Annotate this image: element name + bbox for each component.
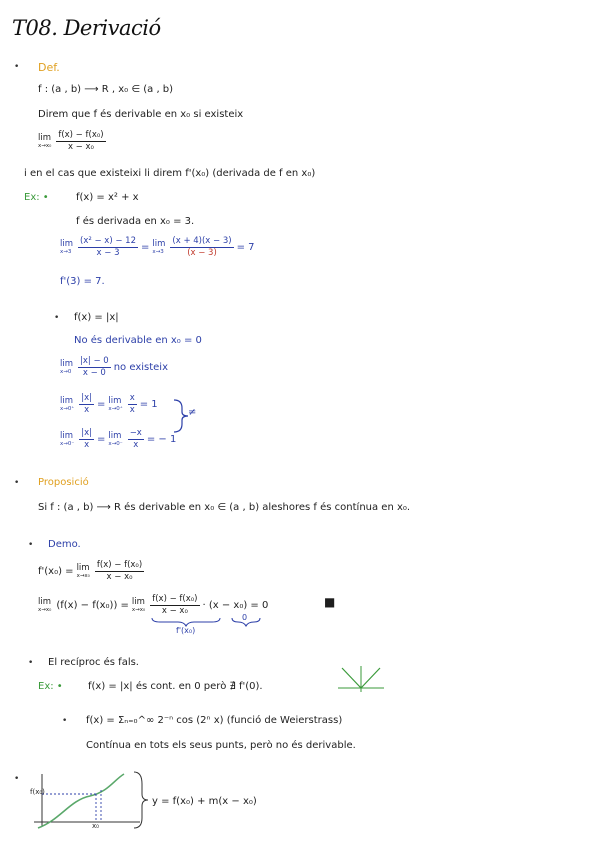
definition-continuation: i en el cas que existeixi li direm f'(x₀) (derivada de f en x₀) bbox=[24, 168, 316, 179]
function-curve bbox=[38, 774, 124, 828]
proposition-heading: Proposició bbox=[38, 477, 89, 488]
result: = 7 bbox=[236, 242, 255, 253]
definition-heading: Def. bbox=[38, 61, 60, 74]
bullet: • bbox=[14, 774, 20, 784]
equals-sign: = bbox=[140, 242, 150, 253]
example2-left-limit bbox=[60, 428, 176, 451]
lim-operator: lim x→0⁻ bbox=[60, 431, 75, 447]
example-label: Ex: • bbox=[38, 681, 63, 692]
example1-claim: f és derivada en x₀ = 3. bbox=[76, 216, 195, 227]
weierstrass-note: Contínua en tots els seus punts, però no és derivable. bbox=[86, 740, 356, 751]
qed-icon: ■ bbox=[324, 595, 336, 609]
lim-operator: lim x→0⁻ bbox=[108, 431, 123, 447]
lim-operator: lim x→3 bbox=[152, 239, 166, 255]
fraction: $\frac{|x|}{x}$ bbox=[81, 428, 93, 450]
underbrace-label: f'(x₀) bbox=[176, 626, 196, 635]
difference: (f(x) − f(x₀)) = bbox=[56, 600, 129, 611]
example-label: Ex: • bbox=[24, 192, 49, 203]
example1-function: f(x) = x² + x bbox=[76, 192, 139, 203]
example2-limit bbox=[60, 356, 168, 379]
lim-operator: lim x→0⁺ bbox=[108, 396, 123, 412]
derivative-label: f'(x₀) = bbox=[38, 566, 74, 577]
fraction: $\frac{|x| - 0}{x - 0}$ bbox=[80, 356, 109, 378]
abs-value-graph-icon bbox=[336, 664, 386, 694]
example2-claim: No és derivable en x₀ = 0 bbox=[74, 335, 202, 346]
lim-operator: lim x→x₀ bbox=[38, 133, 52, 149]
lim-operator: lim x→x₀ bbox=[76, 563, 90, 579]
tangent-equation: y = f(x₀) + m(x − x₀) bbox=[152, 796, 257, 807]
reciprocal-example: f(x) = |x| és cont. en 0 però ∄ f'(0). bbox=[88, 681, 263, 692]
bullet: • bbox=[14, 62, 20, 72]
demo-line-1 bbox=[38, 560, 144, 583]
bullet: • bbox=[28, 658, 34, 668]
lim-operator: lim x→0 bbox=[60, 359, 74, 375]
definition-domain: f : (a , b) ⟶ R , x₀ ∈ (a , b) bbox=[38, 84, 174, 95]
page-title: T08. Derivació bbox=[12, 16, 161, 40]
example1-value: f'(3) = 7. bbox=[60, 276, 105, 287]
not-equal-sign: ≠ bbox=[188, 407, 197, 418]
limit-suffix: no existeix bbox=[113, 362, 169, 373]
demo-heading: Demo. bbox=[48, 539, 81, 550]
fraction: $\frac{-x}{x}$ bbox=[129, 428, 142, 450]
example2-function: f(x) = |x| bbox=[74, 312, 119, 323]
x0-label: x₀ bbox=[92, 822, 99, 830]
bullet: • bbox=[14, 478, 20, 488]
brace-icon bbox=[134, 772, 148, 828]
difference-quotient: $\frac{\text{f(x) − f(x₀)}}{\text{x − x₀}}$ bbox=[58, 130, 104, 152]
underbrace-label: 0 bbox=[242, 613, 248, 622]
bullet: • bbox=[28, 540, 34, 550]
multiplier: · (x − x₀) = 0 bbox=[202, 600, 269, 611]
fraction: $\frac{|x|}{x}$ bbox=[81, 393, 93, 415]
bullet: • bbox=[54, 313, 60, 323]
definition-limit bbox=[38, 130, 106, 153]
lim-operator: lim x→3 bbox=[60, 239, 74, 255]
lim-operator: lim x→0⁺ bbox=[60, 396, 75, 412]
definition-sentence: Direm que f és derivable en x₀ si existeix bbox=[38, 109, 244, 120]
fraction: $\frac{x}{x}$ bbox=[129, 393, 135, 415]
example1-limit-computation bbox=[60, 236, 255, 259]
result: = 1 bbox=[139, 399, 158, 410]
underbrace-icon bbox=[150, 616, 280, 628]
fx0-label: f(x₀) bbox=[30, 788, 45, 796]
example2-right-limit bbox=[60, 393, 158, 416]
lim-operator: lim x→x₀ bbox=[131, 597, 146, 613]
weierstrass-function: f(x) = Σₙ₌₀^∞ 2⁻ⁿ cos (2ⁿ x) (funció de Weierstrass) bbox=[86, 715, 343, 726]
fraction: $\frac{\text{(x² − x) − 12}}{x - 3}$ bbox=[80, 236, 136, 258]
demo-line-2 bbox=[38, 594, 268, 617]
factored-fraction: $\frac{(x + 4)(x - 3)}{(x - 3)}$ bbox=[172, 236, 232, 258]
difference-quotient: $\frac{\text{f(x) − f(x₀)}}{\text{x − x₀}}$ bbox=[152, 594, 198, 616]
equals-sign: = bbox=[97, 434, 106, 445]
reciprocal-text: El recíproc és fals. bbox=[48, 657, 139, 668]
equals-sign: = bbox=[97, 399, 106, 410]
bullet: • bbox=[62, 716, 68, 726]
lim-operator: lim x→x₀ bbox=[38, 597, 52, 613]
proposition-statement: Si f : (a , b) ⟶ R és derivable en x₀ ∈ (a , b) aleshores f és contínua en x₀. bbox=[38, 502, 411, 513]
difference-quotient: $\frac{\text{f(x) − f(x₀)}}{\text{x − x₀}}$ bbox=[96, 560, 143, 582]
result: = − 1 bbox=[146, 434, 177, 445]
